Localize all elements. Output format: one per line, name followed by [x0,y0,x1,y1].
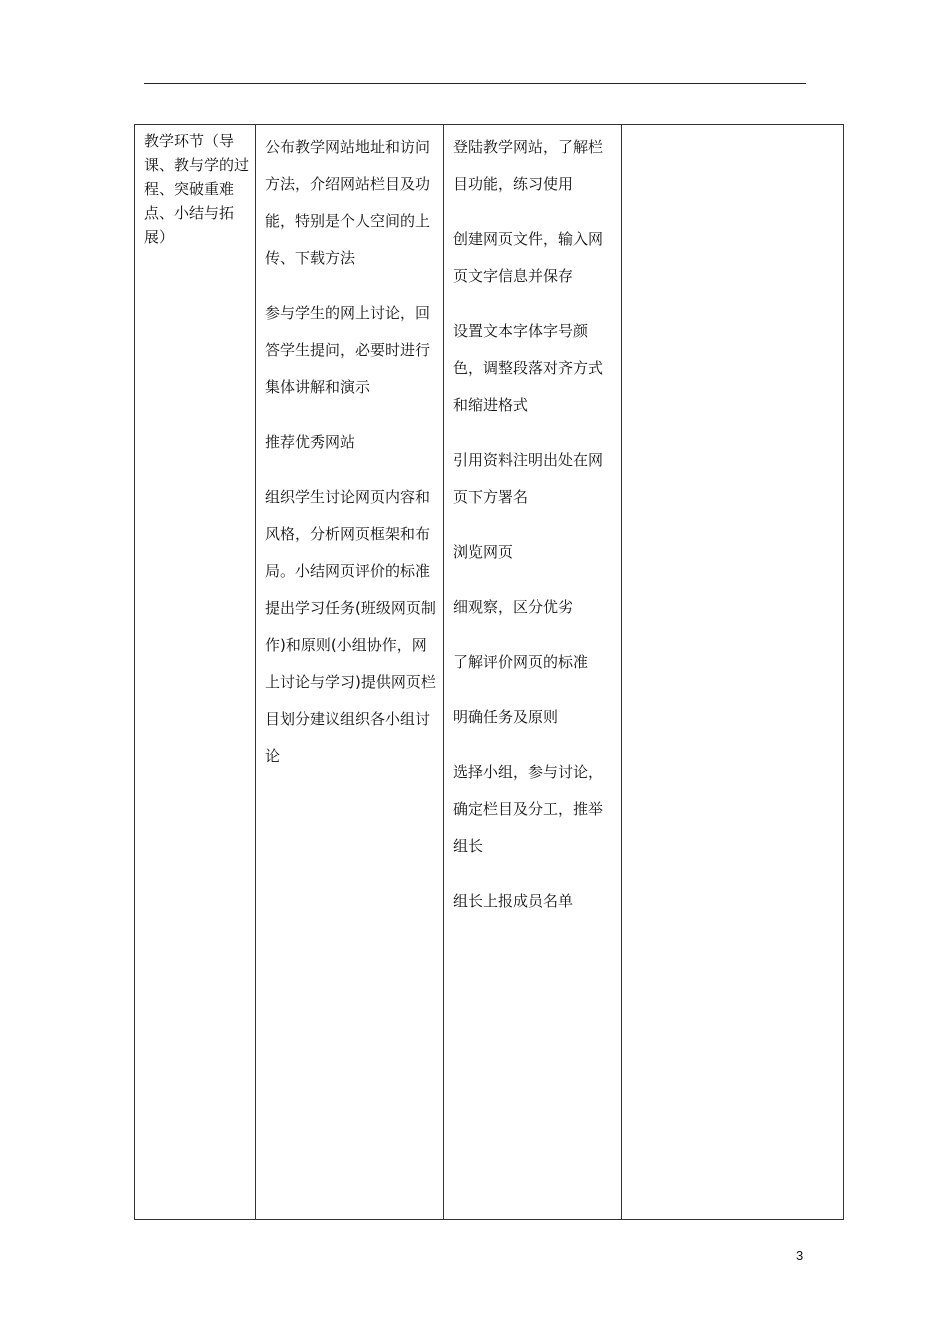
stage-cell [135,125,256,1220]
teacher-activity: 推荐优秀网站 [265,433,356,451]
table-row [135,125,844,1220]
student-activity: 组长上报成员名单 [453,892,574,910]
lesson-plan-table [134,124,844,1220]
student-activity: 明确任务及原则 [453,708,559,726]
header-rule [144,83,806,84]
student-activity: 细观察，区分优劣 [453,598,574,616]
student-activities-cell [444,125,622,1220]
student-activity: 选择小组，参与讨论，确定栏目及分工，推举组长 [453,763,604,855]
page-number: 3 [796,1248,804,1263]
student-activity: 浏览网页 [453,543,514,561]
teacher-activity: 公布教学网站地址和访问方法，介绍网站栏目及功能，特别是个人空间的上传、下载方法 [265,138,431,267]
student-activity: 登陆教学网站，了解栏目功能，练习使用 [453,138,604,193]
student-activity: 了解评价网页的标准 [453,653,589,671]
notes-cell [622,125,844,1220]
teacher-activity: 组织学生讨论网页内容和风格，分析网页框架和布局。小结网页评价的标准提出学习任务(班级网页制作)和原则(小组协作，网上讨论与学习)提供网页栏目划分建议组织各小组讨论 [265,488,436,765]
stage-label: 教学环节（导课、教与学的过程、突破重难点、小结与拓展） [144,132,250,246]
teacher-activities-cell [256,125,444,1220]
teacher-activity: 参与学生的网上讨论，回答学生提问，必要时进行集体讲解和演示 [265,304,431,396]
student-activity: 设置文本字体字号颜色，调整段落对齐方式和缩进格式 [453,322,604,414]
student-activity: 创建网页文件，输入网页文字信息并保存 [453,230,604,285]
student-activity: 引用资料注明出处在网页下方署名 [453,451,604,506]
